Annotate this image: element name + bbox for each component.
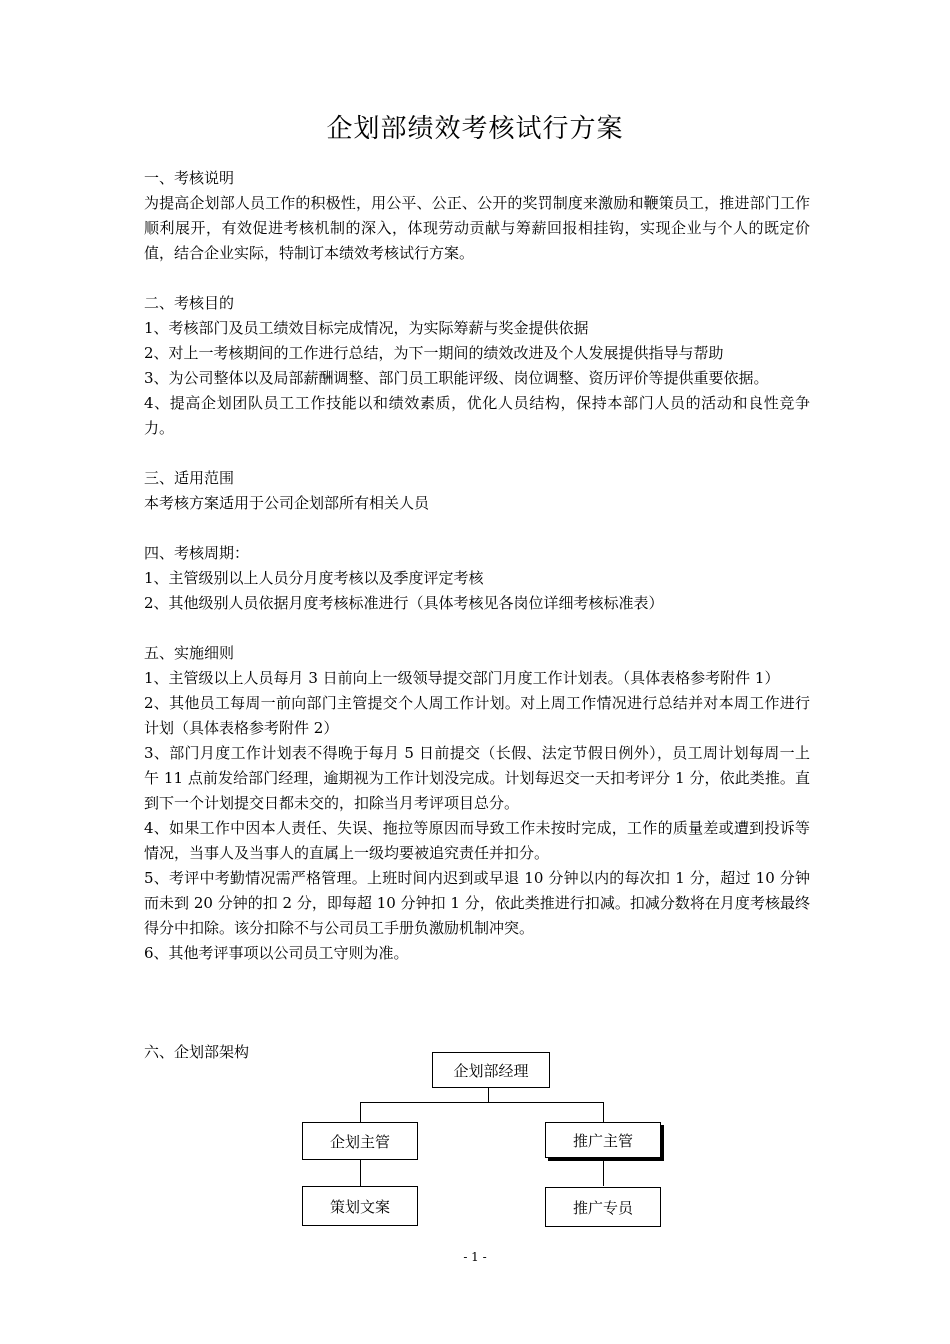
- paragraph: 4、如果工作中因本人责任、失误、拖拉等原因而导致工作未按时完成，工作的质量差或遭到投诉等情况，当事人及当事人的直属上一级均要被追究责任并扣分。: [144, 819, 810, 862]
- org-box-right-staff: 推广专员: [545, 1187, 661, 1227]
- document-title: 企划部绩效考核试行方案: [326, 114, 624, 144]
- org-connector-line: [488, 1088, 489, 1102]
- paragraph: 1、主管级以上人员每月 3 日前向上一级领导提交部门月度工作计划表。（具体表格参考附件 1）: [144, 669, 780, 687]
- paragraph: 1、考核部门及员工绩效目标完成情况，为实际筹薪与奖金提供依据: [144, 319, 589, 337]
- paragraph: 为提高企划部人员工作的积极性，用公平、公正、公开的奖罚制度来激励和鞭策员工，推进部门工作顺利展开，有效促进考核机制的深入，体现劳动贡献与筹薪回报相挂钩，实现企业与个人的既定价值，结合企业实际，特制订本绩效考核试行方案。: [144, 194, 810, 262]
- paragraph: 2、对上一考核期间的工作进行总结，为下一期间的绩效改进及个人发展提供指导与帮助: [144, 344, 724, 362]
- section-scope: [144, 466, 810, 516]
- paragraph: 6、其他考评事项以公司员工守则为准。: [144, 944, 409, 962]
- section-assessment-purpose: [144, 291, 810, 441]
- org-box-left-supervisor: 企划主管: [302, 1122, 418, 1160]
- org-connector-line: [603, 1102, 604, 1122]
- org-connector-line: [360, 1102, 604, 1103]
- section-heading: 五、实施细则: [144, 644, 235, 662]
- section-heading: 二、考核目的: [144, 294, 235, 312]
- org-connector-line: [360, 1102, 361, 1122]
- paragraph: 3、为公司整体以及局部薪酬调整、部门员工职能评级、岗位调整、资历评价等提供重要依据。: [144, 369, 769, 387]
- paragraph: 2、其他员工每周一前向部门主管提交个人周工作计划。对上周工作情况进行总结并对本周工作进行计划（具体表格参考附件 2）: [144, 694, 810, 737]
- paragraph: 2、其他级别人员依据月度考核标准进行（具体考核见各岗位详细考核标准表）: [144, 594, 664, 612]
- section-heading: 一、考核说明: [144, 169, 235, 187]
- org-box-manager: 企划部经理: [432, 1052, 550, 1088]
- section-assessment-cycle: [144, 541, 810, 616]
- section-heading: 三、适用范围: [144, 469, 235, 487]
- org-connector-line: [603, 1160, 604, 1186]
- org-box-right-supervisor: 推广主管: [545, 1122, 661, 1158]
- org-chart-heading: 六、企划部架构: [144, 1043, 250, 1061]
- section-heading: 四、考核周期：: [144, 544, 250, 562]
- page-number: - 1 -: [463, 1250, 487, 1264]
- paragraph: 1、主管级别以上人员分月度考核以及季度评定考核: [144, 569, 484, 587]
- paragraph: 3、部门月度工作计划表不得晚于每月 5 日前提交（长假、法定节假日例外），员工周计划每周一上午 11 点前发给部门经理，逾期视为工作计划没完成。计划每迟交一天扣考评分 1 分，依此类推。直到下一个计划提交日都未交的，扣除当月考评项目总分。: [144, 744, 810, 812]
- section-implementation-rules: [144, 641, 810, 966]
- paragraph: 5、考评中考勤情况需严格管理。上班时间内迟到或早退 10 分钟以内的每次扣 1 分，超过 10 分钟而未到 20 分钟的扣 2 分，即每超 10 分钟扣 1 分，依此类推进行扣减。扣减分数将在月度考核最终得分中扣除。该分扣除不与公司员工手册负激励机制冲突。: [144, 869, 810, 937]
- document-body: [144, 166, 810, 966]
- paragraph: 4、提高企划团队员工工作技能以和绩效素质，优化人员结构，保持本部门人员的活动和良性竞争力。: [144, 394, 810, 437]
- org-box-left-staff: 策划文案: [302, 1186, 418, 1226]
- org-connector-line: [360, 1160, 361, 1186]
- section-assessment-description: [144, 166, 810, 266]
- paragraph: 本考核方案适用于公司企划部所有相关人员: [144, 494, 430, 512]
